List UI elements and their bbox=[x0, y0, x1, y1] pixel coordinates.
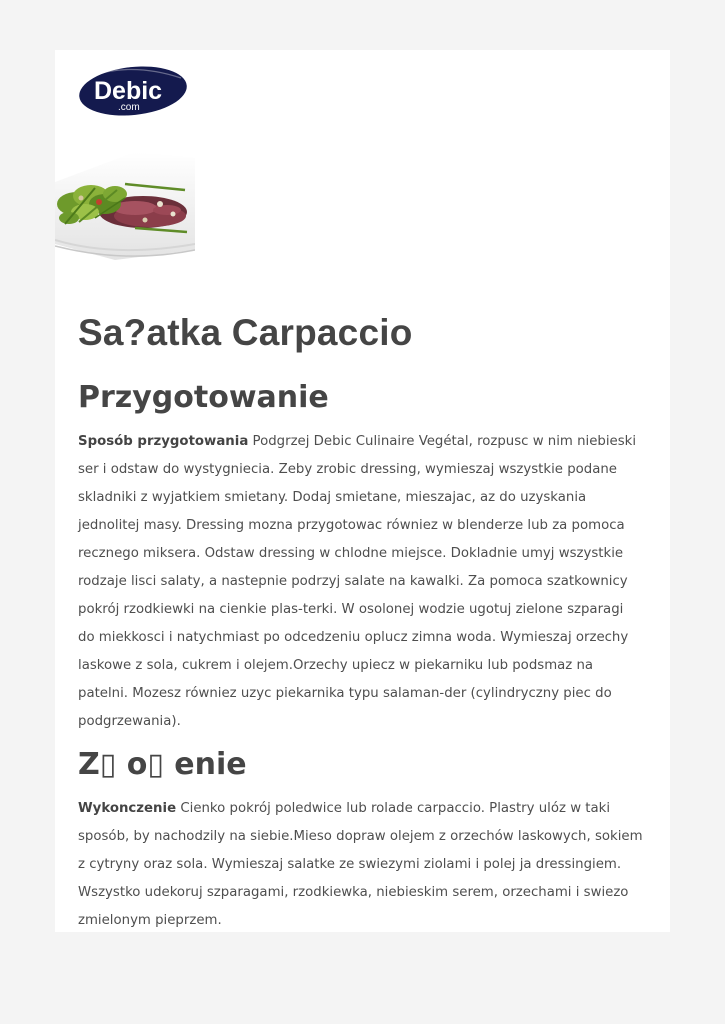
logo-subtext: .com bbox=[118, 102, 140, 113]
assembly-heading: Z▯ o▯ enie bbox=[78, 747, 247, 782]
preparation-heading: Przygotowanie bbox=[78, 380, 329, 415]
assembly-body: Cienko pokrój poledwice lub rolade carpaccio. Plastry ulóz w taki sposób, by nachodzily na siebie.Mieso dopraw olejem z orzechów laskowych, sokiem z cytryny oraz sola. Wymieszaj salatke ze swiezymi ziolami i polej ja dressingiem. Wszystko udekoruj szparagami, rzodkiewka, niebieskim serem, orzechami i swiezo zmielonym pieprzem. bbox=[78, 801, 643, 928]
preparation-label: Sposób przygotowania bbox=[78, 434, 249, 449]
dish-illustration bbox=[55, 132, 195, 282]
preparation-body: Podgrzej Debic Culinaire Vegétal, rozpusc w nim niebieski ser i odstaw do wystygniecia. Zeby zrobic dressing, wymieszaj wszystkie podane skladniki z wyjatkiem smietany. Dodaj smietane, mieszajac, az do uzyskania jednolitej masy. Dressing mozna przygotowac równiez w blenderze lub za pomoca recznego miksera. Odstaw dressing w chlodne miejsce. Dokladnie umyj wszystkie rodzaje lisci salaty, a nastepnie podrzyj salate na kawalki. Za pomoca szatkownicy pokrój rzodkiewki na cienkie plas-terki. W osolonej wodzie ugotuj zielone szparagi do miekkosci i natychmiast po odcedzeniu oplucz zimna woda. Wymieszaj orzechy laskowe z sola, cukrem i olejem.Orzechy upiecz w piekarniku lub podsmaz na patelni. Mozesz równiez uzyc piekarnika typu salaman-der (cylindryczny piec do podgrzewania). bbox=[78, 434, 637, 729]
preparation-text bbox=[78, 428, 643, 736]
debic-logo bbox=[77, 64, 189, 118]
carpaccio-salad-photo bbox=[55, 132, 195, 282]
recipe-page bbox=[55, 50, 670, 932]
recipe-title: Sa?atka Carpaccio bbox=[78, 312, 413, 353]
logo-text: Debic bbox=[94, 77, 163, 105]
assembly-text bbox=[78, 795, 643, 935]
assembly-label: Wykonczenie bbox=[78, 801, 177, 816]
